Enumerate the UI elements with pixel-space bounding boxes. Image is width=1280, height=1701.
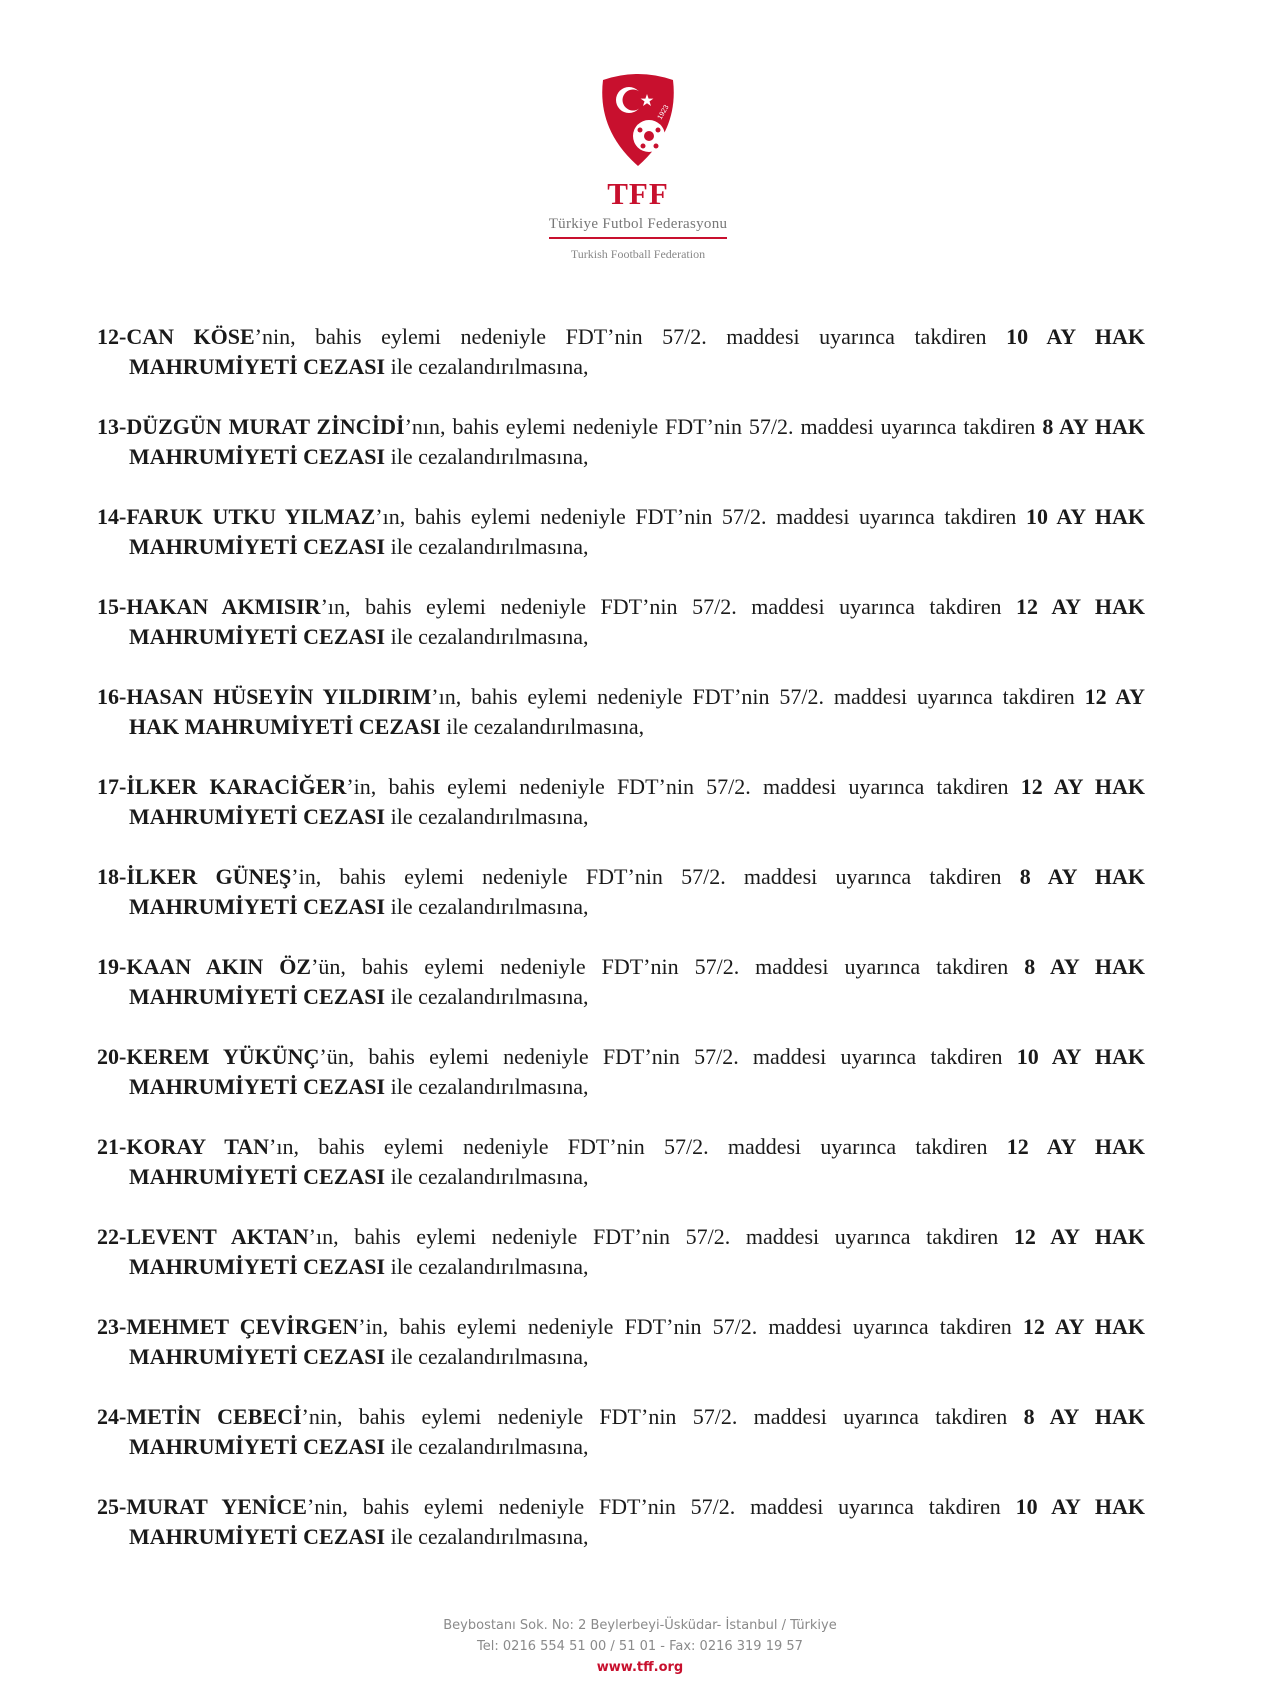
clause-ending: ile cezalandırılmasına, xyxy=(385,1344,589,1369)
player-name: 12-CAN KÖSE xyxy=(97,324,255,349)
logo-subtitle-en: Turkish Football Federation xyxy=(570,247,706,261)
player-name: 19-KAAN AKIN ÖZ xyxy=(97,954,312,979)
name-suffix: ’nin xyxy=(254,324,291,349)
decision-item xyxy=(97,592,1145,652)
clause-ending: ile cezalandırılmasına, xyxy=(385,624,589,649)
penalty-text: 12 AY HAK MAHRUMİYETİ CEZASI xyxy=(129,1134,1145,1189)
penalty-text: 10 AY HAK MAHRUMİYETİ CEZASI xyxy=(129,504,1145,559)
clause-text: , bahis eylemi nedeniyle FDT’nin 57/2. maddesi uyarınca takdiren xyxy=(293,1134,1007,1159)
decision-item xyxy=(97,1312,1145,1372)
player-name: 18-İLKER GÜNEŞ xyxy=(97,864,292,889)
name-suffix: ’ın xyxy=(375,504,400,529)
logo-subtitle-tr: Türkiye Futbol Federasyonu xyxy=(549,216,728,239)
footer-website: www.tff.org xyxy=(596,1660,684,1675)
player-name: 14-FARUK UTKU YILMAZ xyxy=(97,504,376,529)
name-suffix: ’ın xyxy=(320,594,346,619)
clause-text: , bahis eylemi nedeniyle FDT’nin 57/2. maddesi uyarınca takdiren xyxy=(455,684,1085,709)
clause-ending: ile cezalandırılmasına, xyxy=(385,354,589,379)
penalty-text: 10 AY HAK MAHRUMİYETİ CEZASI xyxy=(129,324,1145,379)
decision-item xyxy=(97,322,1145,382)
penalty-text: 8 AY HAK MAHRUMİYETİ CEZASI xyxy=(129,414,1145,469)
clause-ending: ile cezalandırılmasına, xyxy=(385,534,589,559)
clause-text: , bahis eylemi nedeniyle FDT’nin 57/2. maddesi uyarınca takdiren xyxy=(315,864,1020,889)
player-name: 20-KEREM YÜKÜNÇ xyxy=(97,1044,320,1069)
penalty-text: 10 AY HAK MAHRUMİYETİ CEZASI xyxy=(129,1044,1145,1099)
footer-phones: Tel: 0216 554 51 00 / 51 01 - Fax: 0216 319 19 57 xyxy=(477,1639,803,1654)
player-name: 15-HAKAN AKMISIR xyxy=(97,594,321,619)
player-name: 22-LEVENT AKTAN xyxy=(97,1224,309,1249)
clause-ending: ile cezalandırılmasına, xyxy=(385,1524,589,1549)
decision-item xyxy=(97,1132,1145,1192)
name-suffix: ’ın xyxy=(308,1224,334,1249)
clause-ending: ile cezalandırılmasına, xyxy=(385,804,589,829)
clause-ending: ile cezalandırılmasına, xyxy=(385,444,589,469)
player-name: 25-MURAT YENİCE xyxy=(97,1494,307,1519)
name-suffix: ’nın xyxy=(404,414,441,439)
penalty-text: 8 AY HAK MAHRUMİYETİ CEZASI xyxy=(129,954,1145,1009)
penalty-text: 8 AY HAK MAHRUMİYETİ CEZASI xyxy=(129,864,1145,919)
clause-text: , bahis eylemi nedeniyle FDT’nin 57/2. maddesi uyarınca takdiren xyxy=(382,1314,1023,1339)
clause-text: , bahis eylemi nedeniyle FDT’nin 57/2. maddesi uyarınca takdiren xyxy=(336,1404,1024,1429)
clause-ending: ile cezalandırılmasına, xyxy=(385,894,589,919)
player-name: 16-HASAN HÜSEYİN YILDIRIM xyxy=(97,684,432,709)
player-name: 23-MEHMET ÇEVİRGEN xyxy=(97,1314,359,1339)
name-suffix: ’ün xyxy=(319,1044,349,1069)
player-name: 24-METİN CEBECİ xyxy=(97,1404,302,1429)
player-name: 13-DÜZGÜN MURAT ZİNCİDİ xyxy=(97,414,405,439)
name-suffix: ’in xyxy=(291,864,316,889)
clause-ending: ile cezalandırılmasına, xyxy=(385,1074,589,1099)
clause-ending: ile cezalandırılmasına, xyxy=(385,1254,589,1279)
clause-text: , bahis eylemi nedeniyle FDT’nin 57/2. maddesi uyarınca takdiren xyxy=(340,954,1025,979)
clause-text: , bahis eylemi nedeniyle FDT’nin 57/2. maddesi uyarınca takdiren xyxy=(290,324,1007,349)
decision-list xyxy=(97,322,1145,1582)
footer-address: Beybostanı Sok. No: 2 Beylerbeyi-Üsküdar- İstanbul / Türkiye xyxy=(443,1618,837,1633)
penalty-text: 10 AY HAK MAHRUMİYETİ CEZASI xyxy=(129,1494,1145,1549)
clause-text: , bahis eylemi nedeniyle FDT’nin 57/2. maddesi uyarınca takdiren xyxy=(348,1044,1017,1069)
name-suffix: ’in xyxy=(346,774,371,799)
clause-ending: ile cezalandırılmasına, xyxy=(385,1434,589,1459)
decision-item xyxy=(97,682,1145,742)
name-suffix: ’ın xyxy=(269,1134,294,1159)
clause-text: , bahis eylemi nedeniyle FDT’nin 57/2. maddesi uyarınca takdiren xyxy=(440,414,1043,439)
footer xyxy=(0,1615,1280,1678)
decision-item xyxy=(97,1042,1145,1102)
crest-year: 1923 xyxy=(656,104,671,121)
clause-text: , bahis eylemi nedeniyle FDT’nin 57/2. maddesi uyarınca takdiren xyxy=(399,504,1026,529)
decision-item xyxy=(97,1222,1145,1282)
name-suffix: ’nin xyxy=(306,1494,343,1519)
clause-ending: ile cezalandırılmasına, xyxy=(440,714,645,739)
name-suffix: ’in xyxy=(358,1314,383,1339)
clause-text: , bahis eylemi nedeniyle FDT’nin 57/2. maddesi uyarınca takdiren xyxy=(342,1494,1016,1519)
decision-item xyxy=(97,862,1145,922)
clause-text: , bahis eylemi nedeniyle FDT’nin 57/2. maddesi uyarınca takdiren xyxy=(345,594,1017,619)
logo-title: TFF xyxy=(607,176,669,211)
decision-item xyxy=(97,772,1145,832)
penalty-text: 8 AY HAK MAHRUMİYETİ CEZASI xyxy=(129,1404,1145,1459)
clause-ending: ile cezalandırılmasına, xyxy=(385,984,589,1009)
clause-ending: ile cezalandırılmasına, xyxy=(385,1164,589,1189)
player-name: 17-İLKER KARACİĞER xyxy=(97,774,347,799)
clause-text: , bahis eylemi nedeniyle FDT’nin 57/2. maddesi uyarınca takdiren xyxy=(370,774,1021,799)
decision-item xyxy=(97,952,1145,1012)
letterhead xyxy=(0,70,1280,262)
decision-item xyxy=(97,412,1145,472)
penalty-text: 12 AY HAK MAHRUMİYETİ CEZASI xyxy=(129,594,1145,649)
decision-item xyxy=(97,1492,1145,1552)
name-suffix: ’ün xyxy=(311,954,341,979)
penalty-text: 12 AY HAK MAHRUMİYETİ CEZASI xyxy=(129,1224,1145,1279)
tff-crest-icon xyxy=(595,70,681,170)
name-suffix: ’nin xyxy=(301,1404,337,1429)
clause-text: , bahis eylemi nedeniyle FDT’nin 57/2. maddesi uyarınca takdiren xyxy=(333,1224,1014,1249)
name-suffix: ’ın xyxy=(431,684,456,709)
penalty-text: 12 AY HAK MAHRUMİYETİ CEZASI xyxy=(129,774,1145,829)
penalty-text: 12 AY HAK MAHRUMİYETİ CEZASI xyxy=(129,684,1145,739)
penalty-text: 12 AY HAK MAHRUMİYETİ CEZASI xyxy=(129,1314,1145,1369)
decision-item xyxy=(97,1402,1145,1462)
decision-item xyxy=(97,502,1145,562)
player-name: 21-KORAY TAN xyxy=(97,1134,270,1159)
